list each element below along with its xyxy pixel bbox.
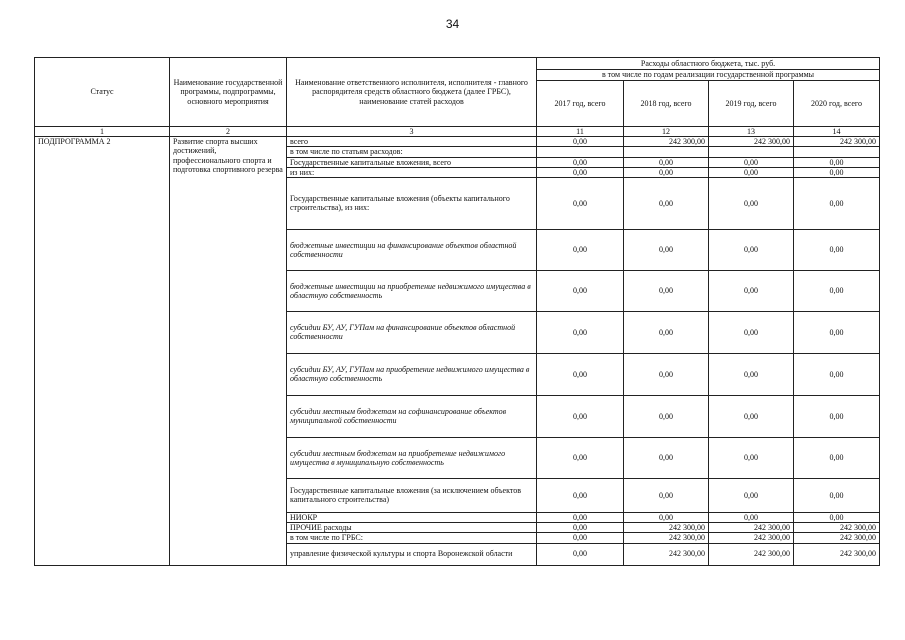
value-2018: 242 300,00 — [624, 523, 709, 533]
page-number: 34 — [445, 17, 460, 31]
value-2019: 242 300,00 — [709, 533, 794, 543]
value-2020: 0,00 — [794, 177, 880, 229]
row-label: субсидии БУ, АУ, ГУПам на приобретение недвижимого имущества в областную собственность — [287, 353, 537, 395]
value-2017: 0,00 — [537, 437, 624, 478]
value-2017: 0,00 — [537, 353, 624, 395]
row-label: из них: — [287, 167, 537, 177]
column-numbers-row — [35, 127, 880, 137]
row-label: в том числе по ГРБС: — [287, 533, 537, 543]
value-2020: 0,00 — [794, 229, 880, 270]
row-label: всего — [287, 137, 537, 147]
value-2017: 0,00 — [537, 523, 624, 533]
row-label: бюджетные инвестиции на финансирование объектов областной собственности — [287, 229, 537, 270]
header-program-name: Наименование государственной программы, подпрограммы, основного мероприятия — [170, 58, 287, 127]
value-2019: 0,00 — [709, 437, 794, 478]
row-label: Государственные капитальные вложения, всего — [287, 157, 537, 167]
value-2020: 0,00 — [794, 353, 880, 395]
value-2018: 242 300,00 — [624, 543, 709, 565]
row-label: бюджетные инвестиции на приобретение недвижимого имущества в областную собственность — [287, 270, 537, 311]
value-2020: 0,00 — [794, 167, 880, 177]
value-2018 — [624, 147, 709, 157]
value-2017: 0,00 — [537, 229, 624, 270]
row-label: Государственные капитальные вложения (за исключением объектов капитального строительства) — [287, 478, 537, 512]
header-year-2017: 2017 год, всего — [537, 81, 624, 127]
value-2018: 0,00 — [624, 157, 709, 167]
row-label: ПРОЧИЕ расходы — [287, 523, 537, 533]
program-name-cell: Развитие спорта высших достижений, профессионального спорта и подготовка спортивного резерва — [170, 137, 287, 565]
value-2019: 0,00 — [709, 229, 794, 270]
value-2018: 0,00 — [624, 311, 709, 353]
value-2020 — [794, 147, 880, 157]
value-2018: 0,00 — [624, 229, 709, 270]
value-2019: 0,00 — [709, 177, 794, 229]
value-2018: 0,00 — [624, 395, 709, 437]
value-2020: 0,00 — [794, 311, 880, 353]
value-2019: 242 300,00 — [709, 543, 794, 565]
value-2020: 242 300,00 — [794, 523, 880, 533]
value-2017: 0,00 — [537, 157, 624, 167]
value-2018: 0,00 — [624, 167, 709, 177]
value-2017: 0,00 — [537, 543, 624, 565]
value-2017: 0,00 — [537, 177, 624, 229]
budget-table — [34, 57, 880, 566]
header-by-years: в том числе по годам реализации государственной программы — [537, 70, 880, 81]
value-2019: 0,00 — [709, 353, 794, 395]
header-status: Статус — [35, 58, 170, 127]
header-year-2020: 2020 год, всего — [794, 81, 880, 127]
header-year-2019: 2019 год, всего — [709, 81, 794, 127]
column-number: 2 — [170, 127, 287, 137]
value-2020: 242 300,00 — [794, 533, 880, 543]
value-2018: 242 300,00 — [624, 533, 709, 543]
column-number: 11 — [537, 127, 624, 137]
value-2017 — [537, 147, 624, 157]
value-2017: 0,00 — [537, 311, 624, 353]
value-2020: 242 300,00 — [794, 543, 880, 565]
value-2018: 0,00 — [624, 478, 709, 512]
value-2019: 0,00 — [709, 270, 794, 311]
value-2018: 0,00 — [624, 437, 709, 478]
value-2020: 0,00 — [794, 478, 880, 512]
value-2017: 0,00 — [537, 512, 624, 522]
value-2019: 242 300,00 — [709, 137, 794, 147]
value-2019: 0,00 — [709, 167, 794, 177]
value-2018: 0,00 — [624, 512, 709, 522]
value-2019: 242 300,00 — [709, 523, 794, 533]
value-2020: 0,00 — [794, 157, 880, 167]
value-2019: 0,00 — [709, 157, 794, 167]
row-label: Государственные капитальные вложения (объекты капитального строительства), из них: — [287, 177, 537, 229]
value-2019: 0,00 — [709, 311, 794, 353]
row-label: субсидии местным бюджетам на софинансирование объектов муниципальной собственности — [287, 395, 537, 437]
value-2020: 0,00 — [794, 512, 880, 522]
value-2017: 0,00 — [537, 167, 624, 177]
value-2017: 0,00 — [537, 533, 624, 543]
column-number: 12 — [624, 127, 709, 137]
value-2020: 0,00 — [794, 395, 880, 437]
row-label: управление физической культуры и спорта Воронежской области — [287, 543, 537, 565]
status-cell: ПОДПРОГРАММА 2 — [35, 137, 170, 565]
value-2019: 0,00 — [709, 478, 794, 512]
column-number: 3 — [287, 127, 537, 137]
column-number: 1 — [35, 127, 170, 137]
value-2017: 0,00 — [537, 137, 624, 147]
value-2019: 0,00 — [709, 512, 794, 522]
row-label: субсидии БУ, АУ, ГУПам на финансирование объектов областной собственности — [287, 311, 537, 353]
row-label: субсидии местным бюджетам на приобретение недвижимого имущества в муниципальную собственность — [287, 437, 537, 478]
value-2017: 0,00 — [537, 478, 624, 512]
value-2019 — [709, 147, 794, 157]
column-number: 13 — [709, 127, 794, 137]
value-2018: 242 300,00 — [624, 137, 709, 147]
value-2020: 0,00 — [794, 437, 880, 478]
row-label: НИОКР — [287, 512, 537, 522]
value-2020: 242 300,00 — [794, 137, 880, 147]
value-2018: 0,00 — [624, 177, 709, 229]
table-row — [35, 137, 880, 147]
value-2017: 0,00 — [537, 395, 624, 437]
value-2018: 0,00 — [624, 270, 709, 311]
value-2020: 0,00 — [794, 270, 880, 311]
row-label: в том числе по статьям расходов: — [287, 147, 537, 157]
value-2019: 0,00 — [709, 395, 794, 437]
header-year-2018: 2018 год, всего — [624, 81, 709, 127]
header-executor: Наименование ответственного исполнителя, исполнителя - главного распорядителя средств областного бюджета (далее ГРБС), наименование статей расходов — [287, 58, 537, 127]
column-number: 14 — [794, 127, 880, 137]
value-2018: 0,00 — [624, 353, 709, 395]
header-expenses: Расходы областного бюджета, тыс. руб. — [537, 58, 880, 70]
value-2017: 0,00 — [537, 270, 624, 311]
